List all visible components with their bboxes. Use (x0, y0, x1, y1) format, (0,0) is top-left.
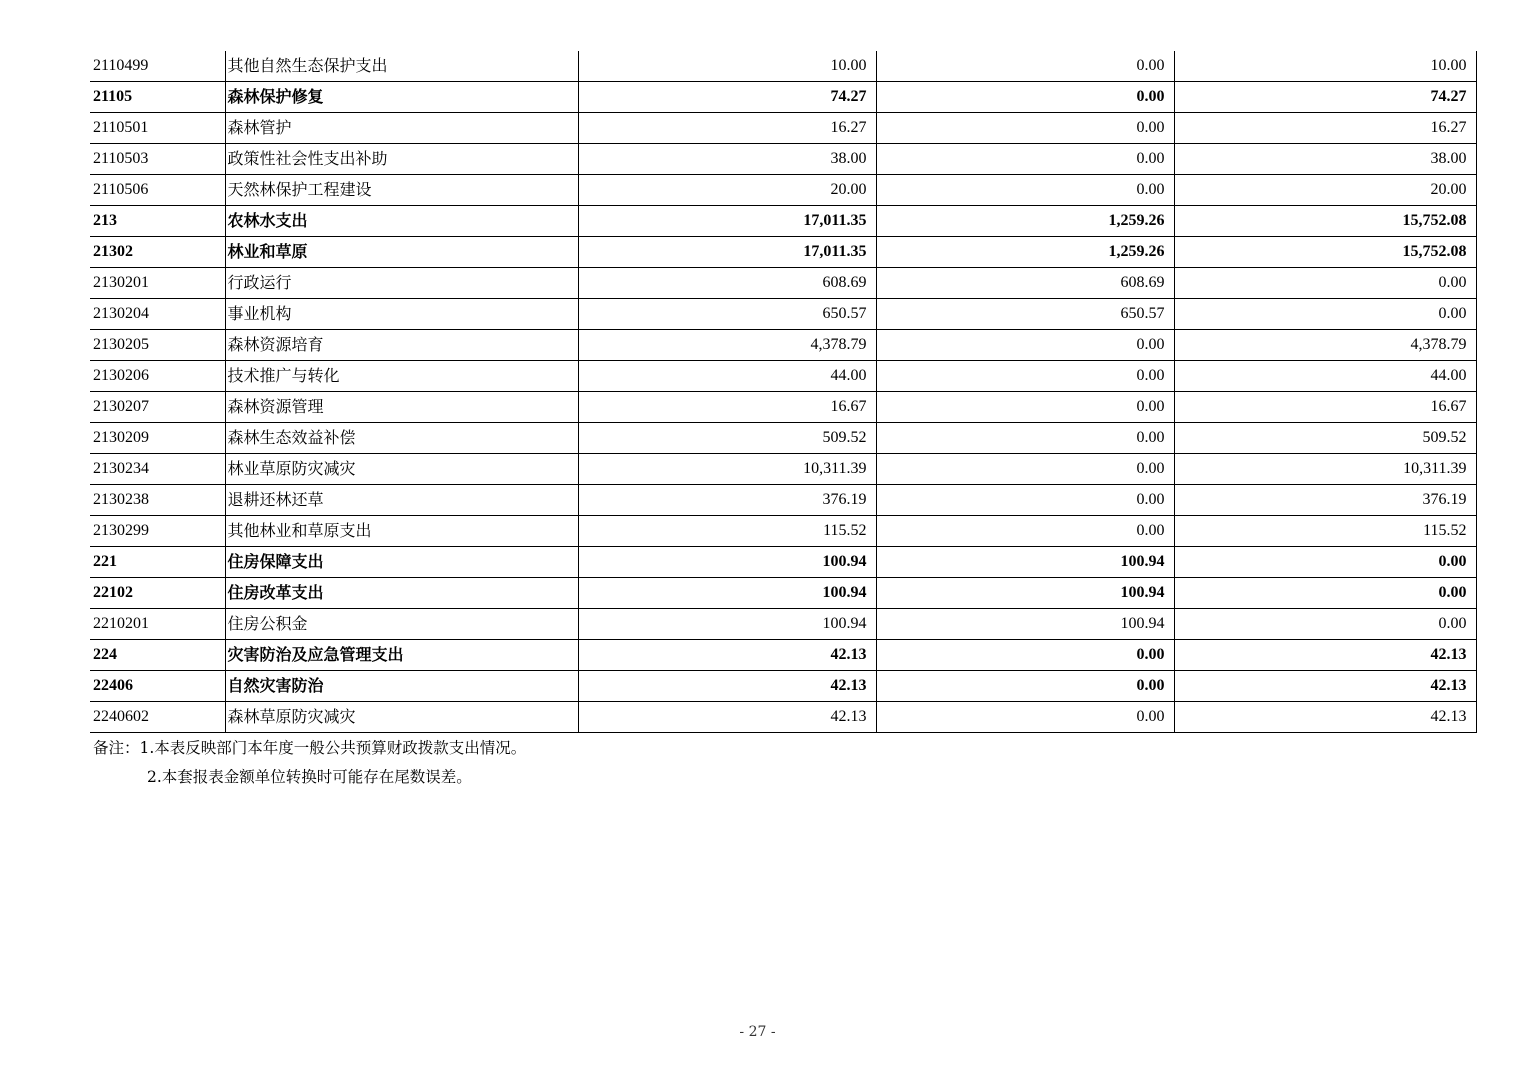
cell-project: 42.13 (1174, 702, 1476, 733)
cell-basic: 0.00 (876, 82, 1174, 113)
cell-code: 2130206 (90, 361, 225, 392)
cell-project: 115.52 (1174, 516, 1476, 547)
cell-code: 2110501 (90, 113, 225, 144)
table-row (90, 578, 1476, 609)
cell-name: 住房保障支出 (225, 547, 578, 578)
cell-total: 16.27 (578, 113, 876, 144)
cell-total: 38.00 (578, 144, 876, 175)
cell-project: 42.13 (1174, 640, 1476, 671)
cell-code: 2110506 (90, 175, 225, 206)
cell-name: 住房改革支出 (225, 578, 578, 609)
cell-name: 森林管护 (225, 113, 578, 144)
cell-name: 退耕还林还草 (225, 485, 578, 516)
cell-code: 2130201 (90, 268, 225, 299)
table-row (90, 175, 1476, 206)
cell-total: 20.00 (578, 175, 876, 206)
cell-basic: 0.00 (876, 175, 1174, 206)
cell-basic: 0.00 (876, 144, 1174, 175)
cell-name: 其他林业和草原支出 (225, 516, 578, 547)
cell-project: 16.27 (1174, 113, 1476, 144)
cell-total: 42.13 (578, 640, 876, 671)
cell-project: 38.00 (1174, 144, 1476, 175)
cell-basic: 0.00 (876, 51, 1174, 82)
cell-basic: 0.00 (876, 113, 1174, 144)
cell-total: 17,011.35 (578, 237, 876, 268)
cell-name: 森林资源培育 (225, 330, 578, 361)
cell-name: 技术推广与转化 (225, 361, 578, 392)
cell-code: 2110503 (90, 144, 225, 175)
cell-total: 74.27 (578, 82, 876, 113)
cell-basic: 608.69 (876, 268, 1174, 299)
cell-name: 森林草原防灾减灾 (225, 702, 578, 733)
cell-name: 自然灾害防治 (225, 671, 578, 702)
budget-table (90, 51, 1477, 733)
cell-total: 376.19 (578, 485, 876, 516)
cell-project: 0.00 (1174, 268, 1476, 299)
cell-code: 2240602 (90, 702, 225, 733)
table-row (90, 516, 1476, 547)
cell-total: 10,311.39 (578, 454, 876, 485)
note-line-2: 2.本套报表金额单位转换时可能存在尾数误差。 (147, 768, 472, 786)
cell-total: 16.67 (578, 392, 876, 423)
table-row (90, 361, 1476, 392)
cell-name: 其他自然生态保护支出 (225, 51, 578, 82)
cell-total: 100.94 (578, 609, 876, 640)
page-number: - 27 - (739, 1024, 776, 1040)
table-row (90, 268, 1476, 299)
cell-name: 天然林保护工程建设 (225, 175, 578, 206)
table-row (90, 609, 1476, 640)
cell-name: 事业机构 (225, 299, 578, 330)
cell-project: 44.00 (1174, 361, 1476, 392)
table-row (90, 51, 1476, 82)
table-body (90, 51, 1476, 733)
cell-total: 608.69 (578, 268, 876, 299)
table-row (90, 82, 1476, 113)
cell-project: 0.00 (1174, 299, 1476, 330)
table-row (90, 330, 1476, 361)
cell-basic: 0.00 (876, 516, 1174, 547)
cell-project: 509.52 (1174, 423, 1476, 454)
cell-total: 100.94 (578, 547, 876, 578)
cell-name: 政策性社会性支出补助 (225, 144, 578, 175)
cell-code: 2130238 (90, 485, 225, 516)
cell-basic: 0.00 (876, 702, 1174, 733)
cell-name: 行政运行 (225, 268, 578, 299)
cell-project: 42.13 (1174, 671, 1476, 702)
cell-project: 10,311.39 (1174, 454, 1476, 485)
cell-code: 2110499 (90, 51, 225, 82)
cell-code: 2130209 (90, 423, 225, 454)
cell-total: 100.94 (578, 578, 876, 609)
cell-code: 2130204 (90, 299, 225, 330)
table-row (90, 144, 1476, 175)
cell-name: 森林资源管理 (225, 392, 578, 423)
cell-project: 74.27 (1174, 82, 1476, 113)
cell-total: 42.13 (578, 702, 876, 733)
cell-code: 2130234 (90, 454, 225, 485)
cell-basic: 0.00 (876, 423, 1174, 454)
table-row (90, 237, 1476, 268)
cell-code: 22406 (90, 671, 225, 702)
cell-basic: 100.94 (876, 578, 1174, 609)
cell-project: 4,378.79 (1174, 330, 1476, 361)
cell-project: 0.00 (1174, 578, 1476, 609)
cell-total: 650.57 (578, 299, 876, 330)
note-line-1: 备注：1.本表反映部门本年度一般公共预算财政拨款支出情况。 (93, 739, 527, 757)
cell-code: 21302 (90, 237, 225, 268)
cell-total: 509.52 (578, 423, 876, 454)
cell-total: 10.00 (578, 51, 876, 82)
cell-code: 221 (90, 547, 225, 578)
table-row (90, 640, 1476, 671)
cell-code: 21105 (90, 82, 225, 113)
cell-project: 0.00 (1174, 547, 1476, 578)
table-row (90, 206, 1476, 237)
cell-total: 42.13 (578, 671, 876, 702)
cell-project: 15,752.08 (1174, 206, 1476, 237)
cell-name: 灾害防治及应急管理支出 (225, 640, 578, 671)
cell-project: 0.00 (1174, 609, 1476, 640)
table-row (90, 454, 1476, 485)
cell-code: 2130205 (90, 330, 225, 361)
cell-basic: 100.94 (876, 609, 1174, 640)
cell-name: 住房公积金 (225, 609, 578, 640)
cell-code: 2210201 (90, 609, 225, 640)
cell-basic: 0.00 (876, 640, 1174, 671)
cell-code: 2130299 (90, 516, 225, 547)
cell-project: 20.00 (1174, 175, 1476, 206)
cell-basic: 1,259.26 (876, 206, 1174, 237)
cell-basic: 1,259.26 (876, 237, 1174, 268)
cell-total: 44.00 (578, 361, 876, 392)
cell-total: 115.52 (578, 516, 876, 547)
table-row (90, 485, 1476, 516)
cell-project: 15,752.08 (1174, 237, 1476, 268)
table-row (90, 423, 1476, 454)
cell-basic: 0.00 (876, 361, 1174, 392)
cell-basic: 0.00 (876, 671, 1174, 702)
cell-project: 16.67 (1174, 392, 1476, 423)
cell-code: 22102 (90, 578, 225, 609)
table-row (90, 299, 1476, 330)
cell-name: 森林生态效益补偿 (225, 423, 578, 454)
cell-basic: 0.00 (876, 330, 1174, 361)
cell-basic: 0.00 (876, 454, 1174, 485)
cell-name: 农林水支出 (225, 206, 578, 237)
cell-basic: 0.00 (876, 485, 1174, 516)
table-row (90, 702, 1476, 733)
cell-basic: 650.57 (876, 299, 1174, 330)
cell-code: 213 (90, 206, 225, 237)
cell-basic: 100.94 (876, 547, 1174, 578)
cell-total: 4,378.79 (578, 330, 876, 361)
notes (93, 734, 526, 792)
cell-project: 376.19 (1174, 485, 1476, 516)
cell-name: 森林保护修复 (225, 82, 578, 113)
table-row (90, 392, 1476, 423)
cell-name: 林业草原防灾减灾 (225, 454, 578, 485)
cell-basic: 0.00 (876, 392, 1174, 423)
table-row (90, 671, 1476, 702)
cell-code: 2130207 (90, 392, 225, 423)
table-row (90, 547, 1476, 578)
cell-total: 17,011.35 (578, 206, 876, 237)
cell-code: 224 (90, 640, 225, 671)
table-row (90, 113, 1476, 144)
cell-name: 林业和草原 (225, 237, 578, 268)
cell-project: 10.00 (1174, 51, 1476, 82)
